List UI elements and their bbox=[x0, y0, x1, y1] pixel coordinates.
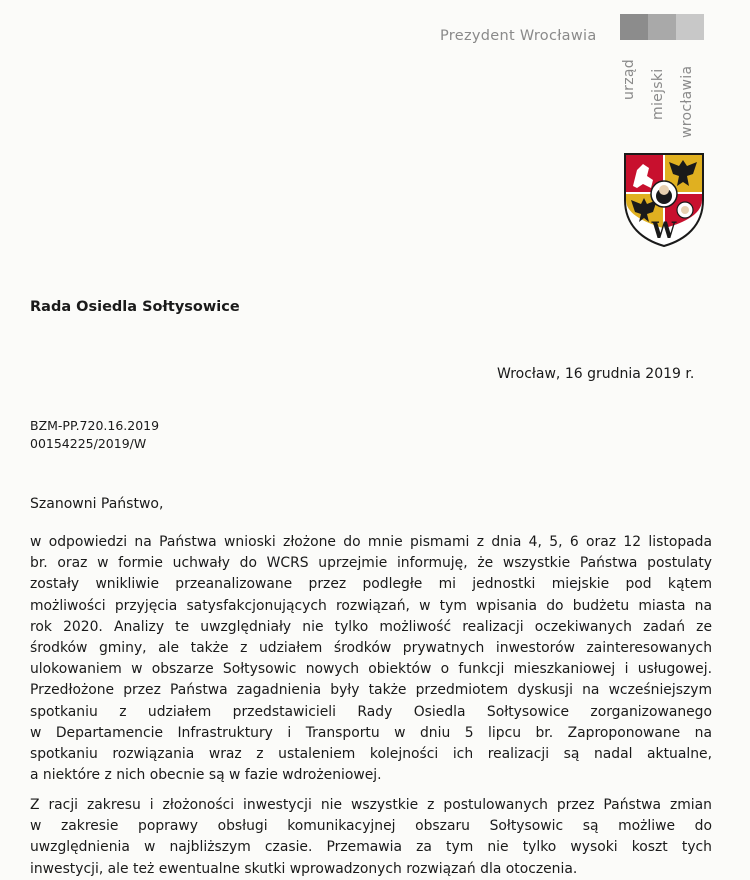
office-word-1: urząd bbox=[621, 59, 637, 100]
paragraph-line: rok 2020. Analizy te uwzględniały nie tylko możliwość realizacji oczekiwanych zadań ze bbox=[30, 618, 712, 635]
paragraph-line: inwestycji, ale też ewentualne skutki wprowadzonych rozwiązań dla otoczenia. bbox=[30, 860, 578, 877]
city-crest-icon bbox=[623, 152, 705, 248]
office-word-3: wrocławia bbox=[679, 65, 695, 138]
paragraph-line: br. oraz w formie uchwały do WCRS uprzejmie informuję, że wszystkie Państwa postulaty bbox=[30, 555, 712, 572]
office-logo-squares bbox=[620, 14, 704, 40]
logo-square-light bbox=[676, 14, 704, 40]
logo-square-medium bbox=[648, 14, 676, 40]
paragraph-line: spotkaniu z udziałem przedstawicieli Rady Osiedla Sołtysowice zorganizowanego bbox=[30, 703, 712, 720]
case-number: 00154225/2019/W bbox=[30, 436, 147, 451]
office-word-2: miejski bbox=[650, 68, 666, 120]
sender-title: Prezydent Wrocławia bbox=[440, 28, 597, 44]
paragraph-line: spotkaniu rozwiązania wraz z ustaleniem kolejności ich realizacji są nadal aktualne, bbox=[30, 746, 712, 763]
paragraph-line: w zakresie poprawy obsługi komunikacyjnej obszaru Sołtysowic są możliwe do bbox=[30, 818, 712, 835]
body-paragraph-1 bbox=[30, 532, 712, 786]
paragraph-line: możliwości przyjęcia satysfakcjonujących rozwiązań, w tym wpisania do budżetu miasta na bbox=[30, 597, 712, 614]
paragraph-line: Z racji zakresu i złożoności inwestycji nie wszystkie z postulowanych przez Państwa zmian bbox=[30, 797, 712, 813]
paragraph-line: Przedłożone przez Państwa zagadnienia były także przedmiotem dyskusji na wcześniejszym bbox=[30, 682, 712, 699]
paragraph-line: w odpowiedzi na Państwa wnioski złożone do mnie pismami z dnia 4, 5, 6 oraz 12 listopada bbox=[30, 534, 712, 550]
paragraph-line: w Departamencie Infrastruktury i Transportu w dniu 5 lipcu br. Zaproponowane na bbox=[30, 724, 712, 741]
paragraph-line: środków gminy, ale także z udziałem środków prywatnych inwestorów zainteresowanych bbox=[30, 640, 712, 657]
paragraph-line: uwzględnienia w najbliższym czasie. Przemawia za tym nie tylko wysoki koszt tych bbox=[30, 839, 712, 856]
logo-square-dark bbox=[620, 14, 648, 40]
body-paragraph-2 bbox=[30, 795, 712, 880]
letter-date: Wrocław, 16 grudnia 2019 r. bbox=[497, 366, 695, 382]
reference-number: BZM-PP.720.16.2019 bbox=[30, 418, 160, 433]
paragraph-line: ulokowaniem w obszarze Sołtysowic nowych obiektów o funkcji mieszkaniowej i usługowej. bbox=[30, 661, 712, 678]
paragraph-line: a niektóre z nich obecnie są w fazie wdrożeniowej. bbox=[30, 767, 382, 784]
paragraph-line: zostały wnikliwie przeanalizowane przez podległe mi jednostki miejskie pod kątem bbox=[30, 576, 712, 593]
crest-letter: W bbox=[651, 218, 677, 244]
salutation: Szanowni Państwo, bbox=[30, 496, 164, 512]
recipient-name: Rada Osiedla Sołtysowice bbox=[30, 299, 240, 315]
